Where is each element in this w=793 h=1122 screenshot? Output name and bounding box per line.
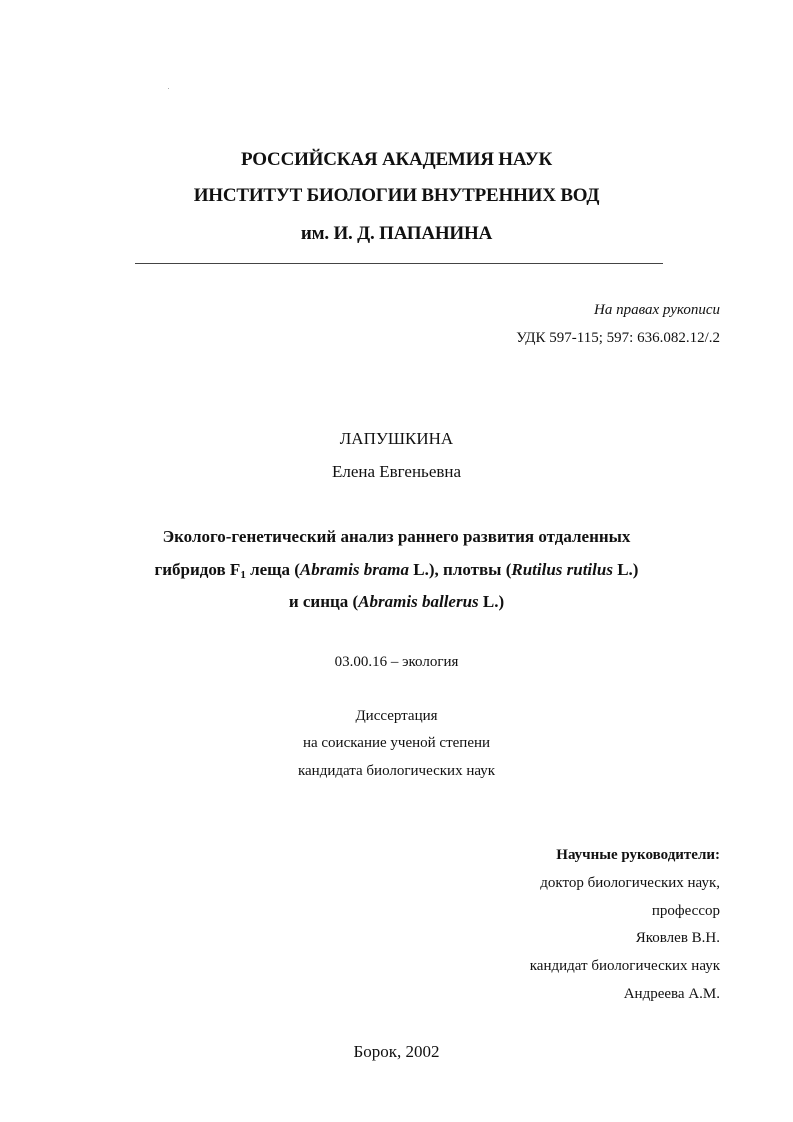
- author-given-names: Елена Евгеньевна: [331, 462, 462, 481]
- species-abramis-brama: Abramis brama: [299, 560, 410, 579]
- document-type: Диссертация: [355, 708, 438, 724]
- degree-purpose: на соискание ученой степени: [302, 735, 491, 751]
- scan-speck: [168, 88, 169, 89]
- supervisor-1-title: профессор: [651, 903, 720, 919]
- title-linnaeus-text: L.): [612, 560, 639, 579]
- udc-code: УДК 597-115; 597: 636.082.12/.2: [516, 330, 720, 346]
- title-linnaeus-end: L.): [478, 592, 505, 611]
- institute-name: ИНСТИТУТ БИОЛОГИИ ВНУТРЕННИХ ВОД: [193, 185, 600, 206]
- species-rutilus-rutilus: Rutilus rutilus: [511, 560, 613, 579]
- title-blue-bream-text: и синца (: [288, 592, 359, 611]
- institute-namesake: им. И. Д. ПАПАНИНА: [300, 223, 493, 244]
- academy-name: РОССИЙСКАЯ АКАДЕМИЯ НАУК: [240, 149, 553, 170]
- degree-name: кандидата биологических наук: [297, 763, 496, 779]
- supervisor-2-name: Андреева А.М.: [623, 986, 720, 1002]
- title-hybrids-text: гибридов F: [154, 560, 241, 579]
- supervisor-1-degree: доктор биологических наук,: [540, 875, 720, 891]
- supervisor-2-degree: кандидат биологических наук: [529, 958, 720, 974]
- specialty-code: 03.00.16 – экология: [334, 654, 459, 670]
- thesis-title-line-1: Эколого-генетический анализ раннего развития отдаленных: [162, 527, 631, 546]
- thesis-title-line-2: [0, 560, 793, 580]
- manuscript-rights-note: На правах рукописи: [594, 302, 720, 318]
- thesis-title-line-3: [0, 592, 793, 612]
- author-surname: ЛАПУШКИНА: [339, 429, 454, 448]
- place-and-year: Борок, 2002: [353, 1042, 440, 1061]
- title-bream-text: леща (: [245, 560, 300, 579]
- species-abramis-ballerus: Abramis ballerus: [358, 592, 479, 611]
- f1-subscript: 1: [240, 569, 246, 581]
- header-divider: [135, 263, 663, 264]
- title-roach-text: L.), плотвы (: [409, 560, 512, 579]
- supervisors-heading: Научные руководители:: [556, 847, 720, 863]
- supervisor-1-name: Яковлев В.Н.: [635, 930, 720, 946]
